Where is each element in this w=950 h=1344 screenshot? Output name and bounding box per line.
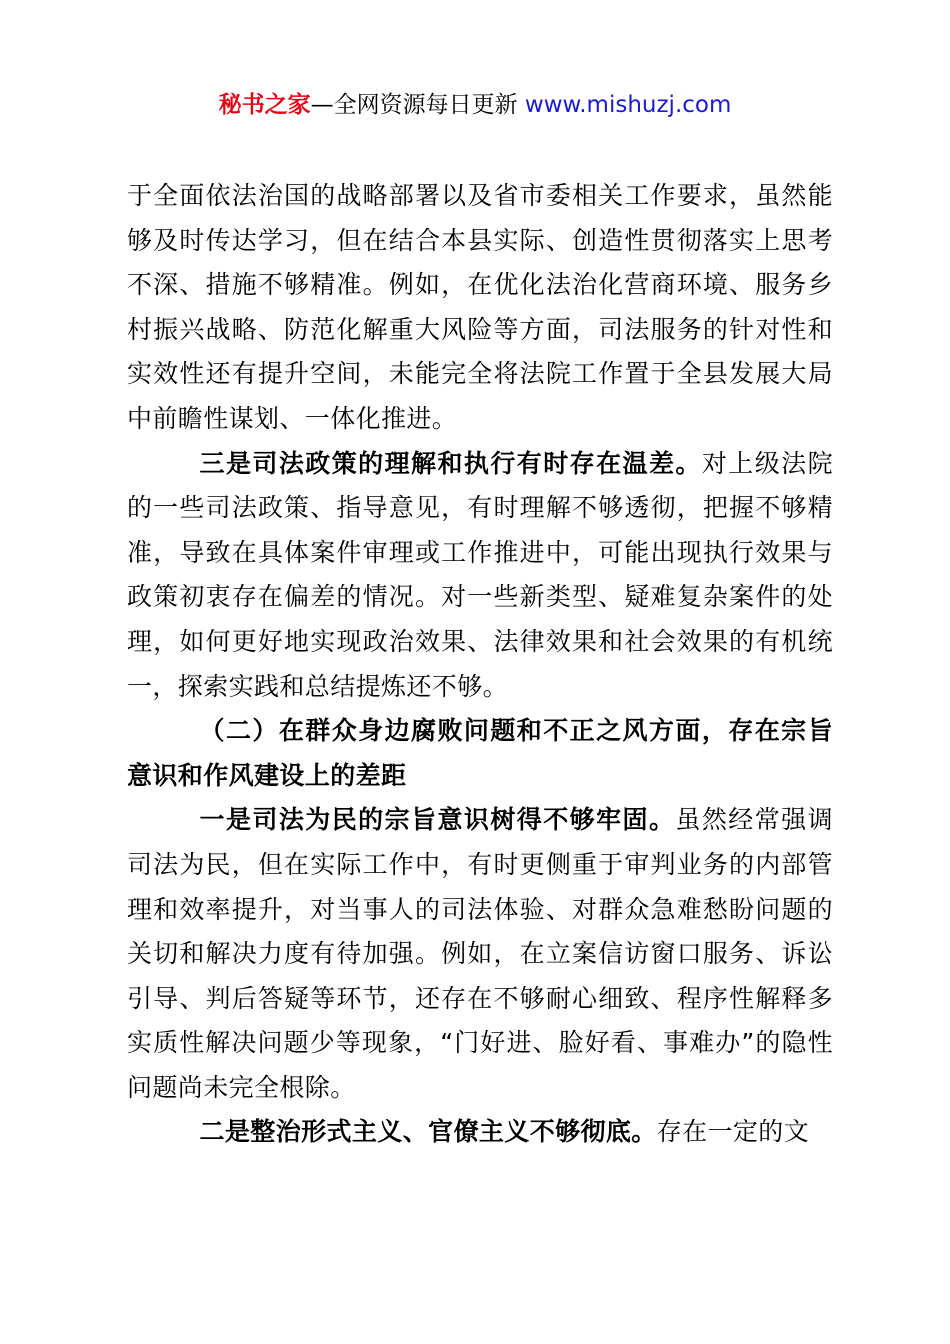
site-url-link[interactable]: www.mishuzj.com [524, 92, 732, 118]
document-body [127, 174, 833, 1155]
paragraph-point-two [127, 1110, 833, 1155]
point-three-heading: 三是司法政策的理解和执行有时存在温差。 [199, 448, 702, 478]
header-tagline: —全网资源每日更新 [310, 92, 525, 118]
paragraph-point-one [127, 798, 833, 1110]
paragraph-continuation: 于全面依法治国的战略部署以及省市委相关工作要求，虽然能够及时传达学习，但在结合本县实际、创造性贯彻落实上思考不深、措施不够精准。例如，在优化法治化营商环境、服务乡村振兴战略、防范化解重大风险等方面，司法服务的针对性和实效性还有提升空间，未能完全将法院工作置于全县发展大局中前瞻性谋划、一体化推进。 [127, 181, 833, 433]
point-two-heading: 二是整治形式主义、官僚主义不够彻底。 [199, 1117, 657, 1147]
paragraph-point-three [127, 442, 833, 710]
point-one-text: 虽然经常强调司法为民，但在实际工作中，有时更侧重于审判业务的内部管理和效率提升，对当事人的司法体验、对群众急难愁盼问题的关切和解决力度有待加强。例如，在立案信访窗口服务、诉讼引导、判后答疑等环节，还存在不够耐心细致、程序性解释多实质性解决问题少等现象，“门好进、脸好看、事难办”的隐性问题尚未完全根除。 [127, 805, 834, 1102]
point-two-text: 存在一定的文 [656, 1117, 810, 1147]
section-heading-two: （二）在群众身边腐败问题和不正之风方面，存在宗旨意识和作风建设上的差距 [127, 716, 833, 790]
point-one-heading: 一是司法为民的宗旨意识树得不够牢固。 [199, 805, 676, 835]
point-three-text: 对上级法院的一些司法政策、指导意见，有时理解不够透彻，把握不够精准，导致在具体案件审理或工作推进中，可能出现执行效果与政策初衷存在偏差的情况。对一些新类型、疑难复杂案件的处理，如何更好地实现政治效果、法律效果和社会效果的有机统一，探索实践和总结提炼还不够。 [127, 448, 833, 701]
site-header [0, 88, 950, 122]
brand-name: 秘书之家 [218, 92, 311, 118]
